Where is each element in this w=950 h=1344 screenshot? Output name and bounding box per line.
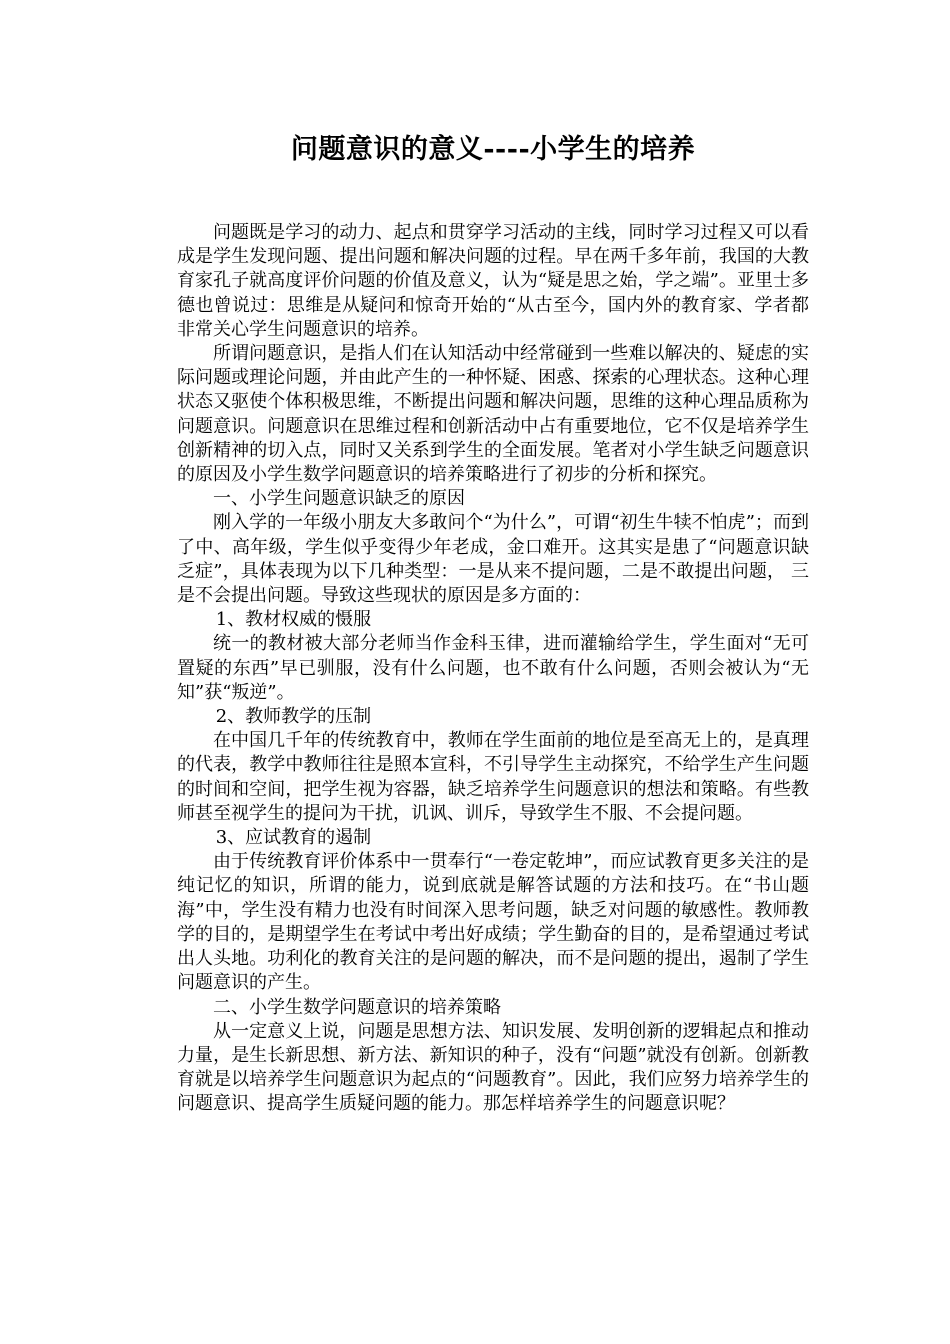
- document-body: [177, 221, 809, 1117]
- body-paragraph: 在中国几千年的传统教育中，教师在学生面前的地位是至高无上的，是真理的代表，教学中教师往往是照本宣科，不引导学生主动探究，不给学生产生问题的时间和空间，把学生视为容器，缺乏培养学生问题意识的想法和策略。有些教师甚至视学生的提问为干扰，讥讽、训斥，导致学生不服、不会提问题。: [177, 730, 809, 824]
- document-title: 问题意识的意义----小学生的培养: [290, 134, 696, 165]
- section-heading: 二、小学生数学问题意识的培养策略: [213, 996, 501, 1018]
- body-paragraph: 由于传统教育评价体系中一贯奉行“一卷定乾坤”，而应试教育更多关注的是纯记忆的知识，所谓的能力，说到底就是解答试题的方法和技巧。在“书山题海”中，学生没有精力也没有时间深入思考问题，缺乏对问题的敏感性。教师教学的目的，是期望学生在考试中考出好成绩；学生勤奋的目的，是希望通过考试出人头地。功利化的教育关注的是问题的解决，而不是问题的提出，遏制了学生问题意识的产生。: [177, 851, 809, 994]
- subsection-heading: 2、教师教学的压制: [215, 706, 372, 728]
- body-paragraph: 刚入学的一年级小朋友大多敢问个“为什么”，可谓“初生牛犊不怕虎”；而到了中、高年级，学生似乎变得少年老成，金口难开。这其实是患了“问题意识缺乏症”，具体表现为以下几种类型：一是从来不提问题，二是不敢提出问题， 三是不会提出问题。导致这些现状的原因是多方面的：: [177, 512, 809, 607]
- body-paragraph: 统一的教材被大部分老师当作金科玉律，进而灌输给学生，学生面对“无可置疑的东西”早已驯服，没有什么问题，也不敢有什么问题，否则会被认为“无知”获“叛逆”。: [177, 633, 809, 703]
- section-heading: 一、小学生问题意识缺乏的原因: [213, 488, 465, 510]
- body-paragraph: 所谓问题意识，是指人们在认知活动中经常碰到一些难以解决的、疑虑的实际问题或理论问题，并由此产生的一种怀疑、困惑、探索的心理状态。这种心理状态又驱使个体积极思维，不断提出问题和解决问题，思维的这种心理品质称为问题意识。问题意识在思维过程和创新活动中占有重要地位，它不仅是培养学生创新精神的切入点，同时又关系到学生的全面发展。笔者对小学生缺乏问题意识的原因及小学生数学问题意识的培养策略进行了初步的分析和探究。: [177, 343, 809, 486]
- body-paragraph: 从一定意义上说，问题是思想方法、知识发展、发明创新的逻辑起点和推动力量，是生长新思想、新方法、新知识的种子，没有“问题”就没有创新。创新教育就是以培养学生问题意识为起点的“问题教育”。因此，我们应努力培养学生的问题意识、提高学生质疑问题的能力。那怎样培养学生的问题意识呢？: [177, 1020, 809, 1115]
- subsection-heading: 1、教材权威的慑服: [215, 609, 372, 631]
- subsection-heading: 3、应试教育的遏制: [215, 827, 372, 849]
- body-paragraph: 问题既是学习的动力、起点和贯穿学习活动的主线，同时学习过程又可以看成是学生发现问题、提出问题和解决问题的过程。早在两千多年前，我国的大教育家孔子就高度评价问题的价值及意义，认为“疑是思之始，学之端”。亚里士多德也曾说过：思维是从疑问和惊奇开始的“从古至今，国内外的教育家、学者都非常关心学生问题意识的培养。: [177, 222, 809, 340]
